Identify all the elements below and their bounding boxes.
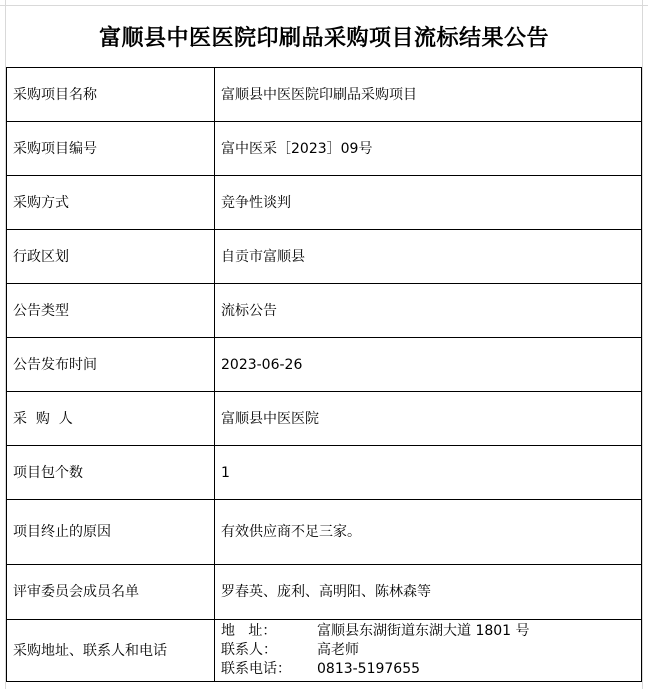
- label-cell: 公告发布时间: [7, 338, 215, 392]
- table-row: [7, 500, 642, 565]
- value-cell: 富中医采［2023］09号: [215, 122, 642, 176]
- value-cell: 富顺县中医医院: [215, 392, 642, 446]
- contact-person-value: 高老师: [317, 642, 359, 658]
- page-title: 富顺县中医医院印刷品采购项目流标结果公告: [6, 6, 642, 66]
- address-value: 富顺县东湖街道东湖大道 1801 号: [317, 623, 530, 639]
- phone-value: 0813-5197655: [317, 661, 421, 677]
- table-row: [7, 122, 642, 176]
- table-row: [7, 565, 642, 620]
- label-cell: 采购项目名称: [7, 68, 215, 122]
- label-cell: 采购地址、联系人和电话: [7, 620, 215, 682]
- announcement-table: [6, 67, 642, 682]
- label-cell: 项目终止的原因: [7, 500, 215, 565]
- phone-line: [221, 660, 641, 679]
- value-cell: 有效供应商不足三家。: [215, 500, 642, 565]
- table-row: [7, 620, 642, 682]
- value-cell: 流标公告: [215, 284, 642, 338]
- label-cell: 项目包个数: [7, 446, 215, 500]
- label-cell: 采 购 人: [7, 392, 215, 446]
- phone-key: 联系电话：: [221, 661, 291, 677]
- label-cell: 行政区划: [7, 230, 215, 284]
- value-cell: 富顺县中医医院印刷品采购项目: [215, 68, 642, 122]
- contact-person-key: 联系人：: [221, 642, 277, 658]
- value-cell: 1: [215, 446, 642, 500]
- label-cell: 评审委员会成员名单: [7, 565, 215, 620]
- table-row: [7, 176, 642, 230]
- label-cell: 采购项目编号: [7, 122, 215, 176]
- value-cell: 罗春英、庞利、高明阳、陈林森等: [215, 565, 642, 620]
- value-cell: 自贡市富顺县: [215, 230, 642, 284]
- value-cell: 2023-06-26: [215, 338, 642, 392]
- label-cell: 公告类型: [7, 284, 215, 338]
- table-row: [7, 68, 642, 122]
- table-row: [7, 338, 642, 392]
- table-row: [7, 230, 642, 284]
- table-row: [7, 392, 642, 446]
- label-cell: 采购方式: [7, 176, 215, 230]
- gridline: [642, 0, 643, 689]
- contact-cell: [215, 620, 642, 682]
- table-row: [7, 446, 642, 500]
- value-cell: 竞争性谈判: [215, 176, 642, 230]
- address-line: [221, 622, 641, 641]
- table-row: [7, 284, 642, 338]
- address-key: 地 址：: [221, 623, 277, 639]
- contact-person-line: [221, 641, 641, 660]
